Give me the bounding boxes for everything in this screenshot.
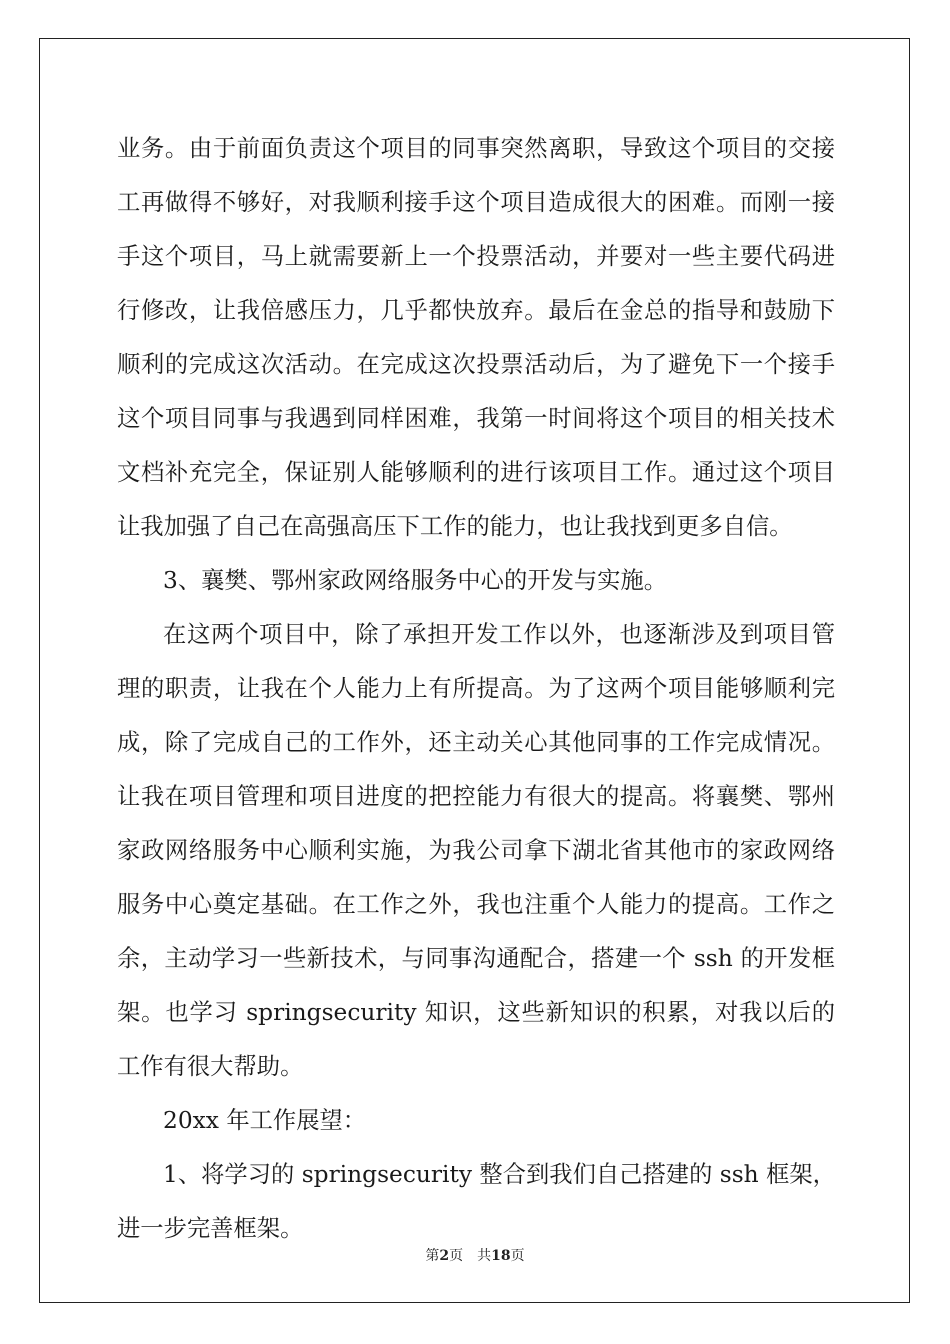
text-line: 服务中心奠定基础。在工作之外，我也注重个人能力的提高。工作之 [117, 891, 835, 918]
text-line: 1、将学习的 springsecurity 整合到我们自己搭建的 ssh 框架， [163, 1161, 836, 1188]
total-prefix: 共 [477, 1248, 492, 1264]
text-line: 架。也学习 springsecurity 知识，这些新知识的积累，对我以后的 [117, 999, 835, 1026]
text-line: 工作有很大帮助。 [117, 1053, 304, 1080]
text-line: 业务。由于前面负责这个项目的同事突然离职，导致这个项目的交接 [117, 135, 835, 162]
page-suffix: 页 [449, 1248, 464, 1264]
text-line: 文档补充完全，保证别人能够顺利的进行该项目工作。通过这个项目 [117, 459, 835, 486]
text-line: 顺利的完成这次活动。在完成这次投票活动后，为了避免下一个接手 [117, 351, 835, 378]
total-suffix: 页 [510, 1248, 525, 1264]
text-line: 让我加强了自己在高强高压下工作的能力，也让我找到更多自信。 [117, 513, 793, 540]
document-body [117, 126, 835, 1260]
text-line: 理的职责，让我在个人能力上有所提高。为了这两个项目能够顺利完 [117, 675, 835, 702]
text-line: 手这个项目，马上就需要新上一个投票活动，并要对一些主要代码进 [117, 243, 835, 270]
section-heading: 20xx 年工作展望： [163, 1107, 367, 1134]
page-footer [0, 1245, 950, 1265]
text-line: 余，主动学习一些新技术，与同事沟通配合，搭建一个 ssh 的开发框 [117, 945, 835, 972]
page-number: 2 [439, 1248, 450, 1264]
text-line: 进一步完善框架。 [117, 1215, 304, 1242]
text-line: 工再做得不够好，对我顺利接手这个项目造成很大的困难。而刚一接 [117, 189, 835, 216]
total-pages: 18 [491, 1248, 511, 1264]
text-line: 让我在项目管理和项目进度的把控能力有很大的提高。将襄樊、鄂州 [117, 783, 835, 810]
text-line: 这个项目同事与我遇到同样困难，我第一时间将这个项目的相关技术 [117, 405, 835, 432]
text-line: 成，除了完成自己的工作外，还主动关心其他同事的工作完成情况。 [117, 729, 835, 756]
text-line: 家政网络服务中心顺利实施，为我公司拿下湖北省其他市的家政网络 [117, 837, 835, 864]
section-heading: 3、襄樊、鄂州家政网络服务中心的开发与实施。 [163, 567, 668, 594]
text-line: 行修改，让我倍感压力，几乎都快放弃。最后在金总的指导和鼓励下 [117, 297, 835, 324]
text-line: 在这两个项目中，除了承担开发工作以外，也逐渐涉及到项目管 [163, 621, 835, 648]
page-prefix: 第 [425, 1248, 440, 1264]
